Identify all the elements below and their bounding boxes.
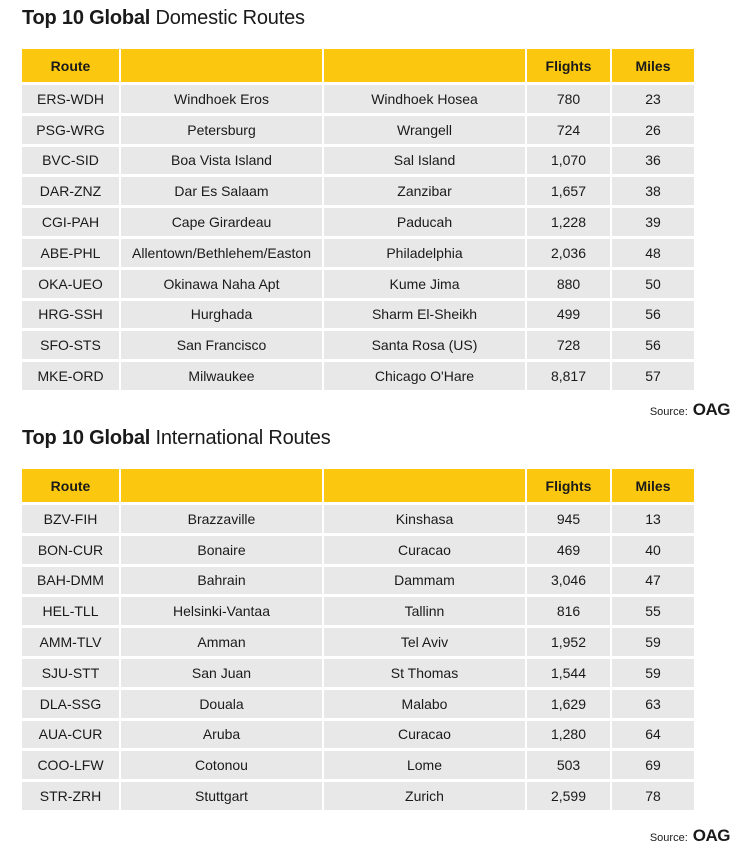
cell-miles: 59: [610, 659, 694, 687]
cell-route: STR-ZRH: [22, 782, 119, 810]
cell-route: SFO-STS: [22, 331, 119, 359]
cell-route: BON-CUR: [22, 536, 119, 564]
table-row: [22, 177, 694, 205]
column-header-origin: [119, 49, 322, 82]
cell-route: HRG-SSH: [22, 301, 119, 329]
cell-miles: 57: [610, 362, 694, 390]
cell-origin: Cotonou: [119, 751, 322, 779]
cell-destination: Paducah: [322, 208, 525, 236]
cell-origin: Hurghada: [119, 301, 322, 329]
cell-destination: Tel Aviv: [322, 628, 525, 656]
source-label: Source:: [649, 832, 688, 844]
cell-origin: Helsinki-Vantaa: [119, 597, 322, 625]
cell-destination: Lome: [322, 751, 525, 779]
cell-flights: 724: [525, 116, 610, 144]
cell-flights: 1,280: [525, 721, 610, 749]
table-row: [22, 567, 694, 595]
cell-miles: 55: [610, 597, 694, 625]
table-row: [22, 782, 694, 810]
table-row: [22, 270, 694, 298]
cell-route: ABE-PHL: [22, 239, 119, 267]
international-source: [650, 826, 730, 846]
oag-logo: OAG: [692, 826, 730, 845]
cell-route: AUA-CUR: [22, 721, 119, 749]
cell-flights: 1,544: [525, 659, 610, 687]
cell-origin: Brazzaville: [119, 505, 322, 533]
cell-destination: Kume Jima: [322, 270, 525, 298]
table-header-row: [22, 49, 694, 82]
table-row: [22, 505, 694, 533]
cell-flights: 499: [525, 301, 610, 329]
cell-route: BVC-SID: [22, 147, 119, 175]
cell-miles: 56: [610, 301, 694, 329]
oag-logo: OAG: [692, 400, 730, 419]
cell-flights: 780: [525, 85, 610, 113]
table-row: [22, 597, 694, 625]
cell-flights: 503: [525, 751, 610, 779]
cell-flights: 728: [525, 331, 610, 359]
table-row: [22, 362, 694, 390]
cell-destination: Santa Rosa (US): [322, 331, 525, 359]
table-row: [22, 208, 694, 236]
cell-origin: Cape Girardeau: [119, 208, 322, 236]
cell-route: AMM-TLV: [22, 628, 119, 656]
cell-route: MKE-ORD: [22, 362, 119, 390]
cell-route: DAR-ZNZ: [22, 177, 119, 205]
cell-origin: San Juan: [119, 659, 322, 687]
cell-flights: 469: [525, 536, 610, 564]
cell-origin: Okinawa Naha Apt: [119, 270, 322, 298]
cell-route: BZV-FIH: [22, 505, 119, 533]
international-title: [22, 424, 694, 452]
cell-miles: 59: [610, 628, 694, 656]
table-row: [22, 659, 694, 687]
column-header-destination: [322, 469, 525, 502]
cell-destination: Chicago O'Hare: [322, 362, 525, 390]
cell-flights: 945: [525, 505, 610, 533]
domestic-title: [22, 4, 694, 32]
cell-flights: 1,228: [525, 208, 610, 236]
table-row: [22, 690, 694, 718]
domestic-source: [650, 400, 730, 420]
domestic-routes-table: [22, 46, 694, 393]
cell-miles: 78: [610, 782, 694, 810]
cell-route: BAH-DMM: [22, 567, 119, 595]
column-header-route: Route: [22, 469, 119, 502]
table-row: [22, 301, 694, 329]
cell-miles: 23: [610, 85, 694, 113]
domestic-section: [22, 4, 694, 393]
domestic-title-rest: Domestic Routes: [155, 7, 305, 29]
cell-flights: 2,599: [525, 782, 610, 810]
domestic-title-bold: Top 10 Global: [22, 7, 151, 29]
cell-origin: Dar Es Salaam: [119, 177, 322, 205]
table-row: [22, 751, 694, 779]
cell-flights: 1,070: [525, 147, 610, 175]
cell-miles: 64: [610, 721, 694, 749]
column-header-flights: Flights: [525, 49, 610, 82]
cell-origin: Petersburg: [119, 116, 322, 144]
cell-destination: Malabo: [322, 690, 525, 718]
cell-destination: Philadelphia: [322, 239, 525, 267]
cell-route: OKA-UEO: [22, 270, 119, 298]
cell-destination: Zanzibar: [322, 177, 525, 205]
table-header-row: [22, 469, 694, 502]
cell-flights: 1,657: [525, 177, 610, 205]
cell-destination: St Thomas: [322, 659, 525, 687]
cell-destination: Zurich: [322, 782, 525, 810]
cell-route: HEL-TLL: [22, 597, 119, 625]
cell-origin: Amman: [119, 628, 322, 656]
cell-destination: Windhoek Hosea: [322, 85, 525, 113]
cell-route: CGI-PAH: [22, 208, 119, 236]
cell-destination: Tallinn: [322, 597, 525, 625]
cell-miles: 26: [610, 116, 694, 144]
cell-route: SJU-STT: [22, 659, 119, 687]
column-header-origin: [119, 469, 322, 502]
cell-miles: 56: [610, 331, 694, 359]
cell-origin: Allentown/Bethlehem/Easton: [119, 239, 322, 267]
cell-route: ERS-WDH: [22, 85, 119, 113]
table-row: [22, 85, 694, 113]
cell-destination: Dammam: [322, 567, 525, 595]
cell-route: PSG-WRG: [22, 116, 119, 144]
cell-miles: 47: [610, 567, 694, 595]
cell-miles: 40: [610, 536, 694, 564]
cell-flights: 8,817: [525, 362, 610, 390]
cell-origin: Bonaire: [119, 536, 322, 564]
cell-origin: San Francisco: [119, 331, 322, 359]
cell-route: COO-LFW: [22, 751, 119, 779]
cell-destination: Wrangell: [322, 116, 525, 144]
table-row: [22, 331, 694, 359]
cell-origin: Douala: [119, 690, 322, 718]
international-title-rest: International Routes: [155, 427, 331, 449]
table-row: [22, 721, 694, 749]
cell-flights: 816: [525, 597, 610, 625]
cell-destination: Curacao: [322, 721, 525, 749]
cell-miles: 50: [610, 270, 694, 298]
cell-origin: Milwaukee: [119, 362, 322, 390]
table-row: [22, 628, 694, 656]
table-row: [22, 239, 694, 267]
column-header-route: Route: [22, 49, 119, 82]
cell-miles: 39: [610, 208, 694, 236]
cell-origin: Aruba: [119, 721, 322, 749]
cell-miles: 48: [610, 239, 694, 267]
column-header-miles: Miles: [610, 49, 694, 82]
international-title-bold: Top 10 Global: [22, 427, 151, 449]
column-header-destination: [322, 49, 525, 82]
cell-miles: 69: [610, 751, 694, 779]
cell-destination: Curacao: [322, 536, 525, 564]
cell-flights: 880: [525, 270, 610, 298]
cell-origin: Windhoek Eros: [119, 85, 322, 113]
source-label: Source:: [649, 406, 688, 418]
table-row: [22, 116, 694, 144]
cell-flights: 1,629: [525, 690, 610, 718]
cell-destination: Sharm El-Sheikh: [322, 301, 525, 329]
cell-flights: 3,046: [525, 567, 610, 595]
international-section: [22, 424, 694, 813]
cell-miles: 36: [610, 147, 694, 175]
cell-miles: 38: [610, 177, 694, 205]
cell-route: DLA-SSG: [22, 690, 119, 718]
cell-miles: 13: [610, 505, 694, 533]
cell-flights: 1,952: [525, 628, 610, 656]
cell-origin: Stuttgart: [119, 782, 322, 810]
table-row: [22, 147, 694, 175]
cell-origin: Boa Vista Island: [119, 147, 322, 175]
cell-destination: Kinshasa: [322, 505, 525, 533]
column-header-miles: Miles: [610, 469, 694, 502]
cell-origin: Bahrain: [119, 567, 322, 595]
cell-destination: Sal Island: [322, 147, 525, 175]
cell-miles: 63: [610, 690, 694, 718]
column-header-flights: Flights: [525, 469, 610, 502]
cell-flights: 2,036: [525, 239, 610, 267]
table-row: [22, 536, 694, 564]
international-routes-table: [22, 466, 694, 813]
